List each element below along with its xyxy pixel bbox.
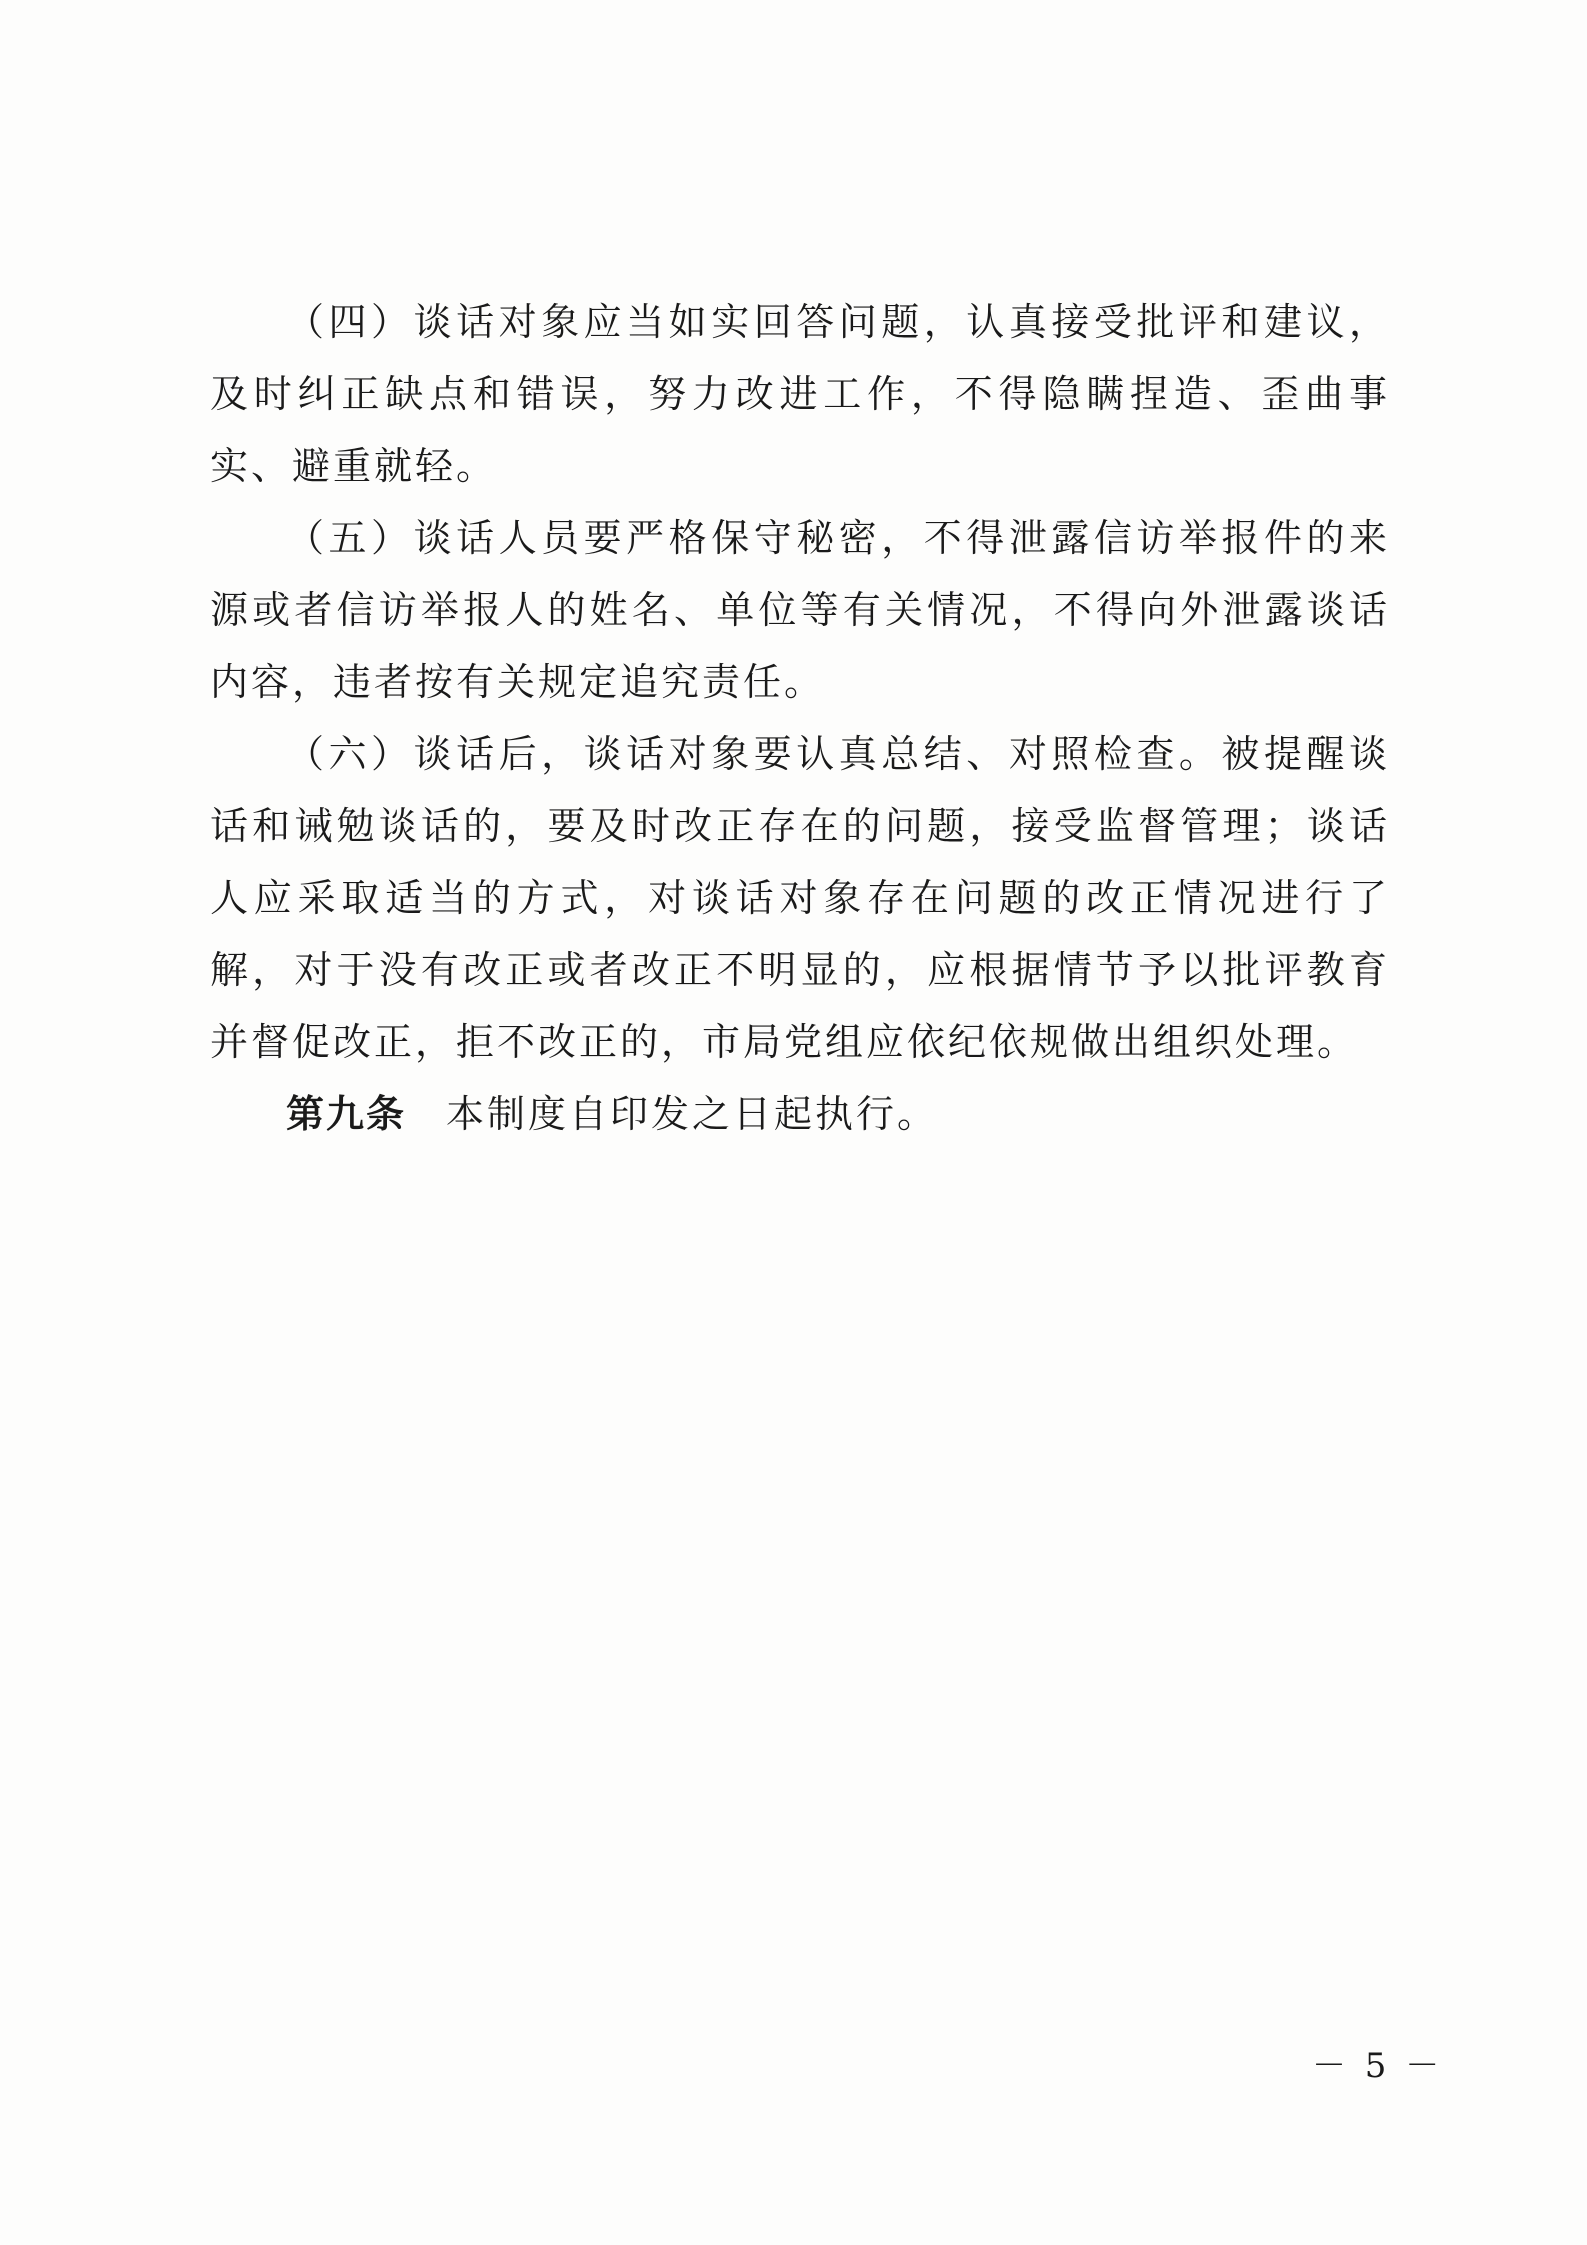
article-number: 第九条 (286, 1092, 407, 1136)
page-number: － 5 － (1312, 2046, 1444, 2086)
article-9 (210, 1078, 1390, 1150)
document-body (210, 286, 1390, 1150)
paragraph-item-4: （四）谈话对象应当如实回答问题，认真接受批评和建议，及时纠正缺点和错误，努力改进工作，不得隐瞒捏造、歪曲事实、避重就轻。 (210, 300, 1390, 488)
paragraph-item-6: （六）谈话后，谈话对象要认真总结、对照检查。被提醒谈话和诫勉谈话的，要及时改正存在的问题，接受监督管理；谈话人应采取适当的方式，对谈话对象存在问题的改正情况进行了解，对于没有改正或者改正不明显的，应根据情节予以批评教育并督促改正，拒不改正的，市局党组应依纪依规做出组织处理。 (210, 732, 1390, 1064)
paragraph-item-5: （五）谈话人员要严格保守秘密，不得泄露信访举报件的来源或者信访举报人的姓名、单位等有关情况，不得向外泄露谈话内容，违者按有关规定追究责任。 (210, 516, 1390, 704)
article-text: 本制度自印发之日起执行。 (446, 1092, 939, 1136)
